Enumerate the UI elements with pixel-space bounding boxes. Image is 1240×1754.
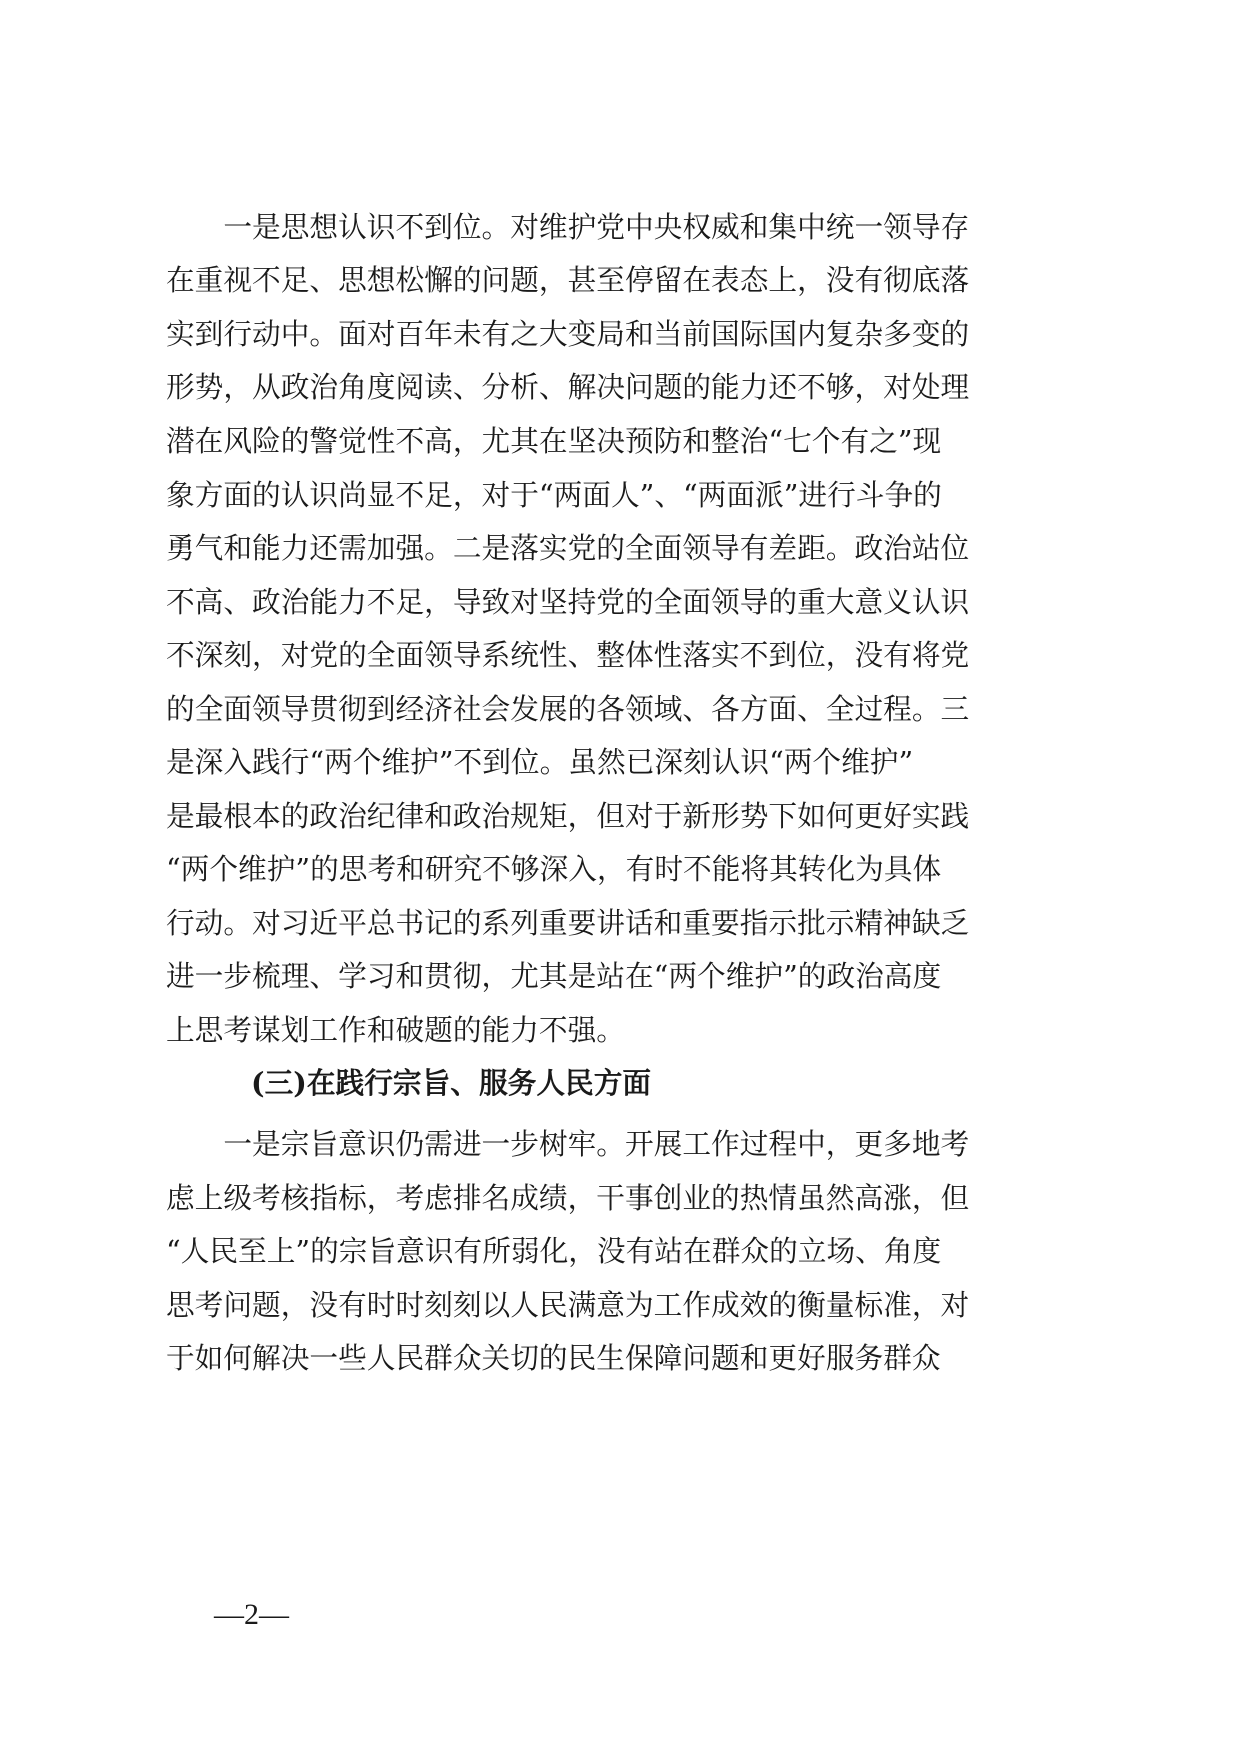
text-line: 虑上级考核指标，考虑排名成绩，干事创业的热情虽然高涨，但 — [166, 1181, 970, 1215]
text-line: “人民至上”的宗旨意识有所弱化，没有站在群众的立场、角度 — [166, 1234, 942, 1268]
text-line: 于如何解决一些人民群众关切的民生保障问题和更好服务群众 — [166, 1341, 941, 1375]
text-line: 一是宗旨意识仍需进一步树牢。开展工作过程中，更多地考 — [166, 1127, 970, 1161]
page-number: —2— — [214, 1598, 289, 1631]
text-line: 上思考谋划工作和破题的能力不强。 — [166, 1013, 625, 1047]
text-line: 是深入践行“两个维护”不到位。虽然已深刻认识“两个维护” — [166, 745, 914, 779]
text-line: 行动。对习近平总书记的系列重要讲话和重要指示批示精神缺乏 — [166, 906, 970, 940]
section-heading: (三)在践行宗旨、服务人民方面 — [251, 1066, 652, 1100]
text-line: 勇气和能力还需加强。二是落实党的全面领导有差距。政治站位 — [166, 531, 970, 565]
text-line: 潜在风险的警觉性不高，尤其在坚决预防和整治“七个有之”现 — [166, 424, 942, 458]
text-line: 实到行动中。面对百年未有之大变局和当前国际国内复杂多变的 — [166, 317, 970, 351]
text-line: 进一步梳理、学习和贯彻，尤其是站在“两个维护”的政治高度 — [166, 959, 942, 993]
text-line: 在重视不足、思想松懈的问题，甚至停留在表态上，没有彻底落 — [166, 263, 970, 297]
text-line: 不高、政治能力不足，导致对坚持党的全面领导的重大意义认识 — [166, 585, 970, 619]
text-line: 是最根本的政治纪律和政治规矩，但对于新形势下如何更好实践 — [166, 799, 970, 833]
text-line: 一是思想认识不到位。对维护党中央权威和集中统一领导存 — [166, 210, 970, 244]
text-line: 不深刻，对党的全面领导系统性、整体性落实不到位，没有将党 — [166, 638, 970, 672]
text-line: 的全面领导贯彻到经济社会发展的各领域、各方面、全过程。三 — [166, 692, 970, 726]
text-line: “两个维护”的思考和研究不够深入，有时不能将其转化为具体 — [166, 852, 942, 886]
text-line: 象方面的认识尚显不足，对于“两面人”、“两面派”进行斗争的 — [166, 478, 942, 512]
text-line: 思考问题，没有时时刻刻以人民满意为工作成效的衡量标准，对 — [166, 1288, 970, 1322]
text-line: 形势，从政治角度阅读、分析、解决问题的能力还不够，对处理 — [166, 370, 970, 404]
